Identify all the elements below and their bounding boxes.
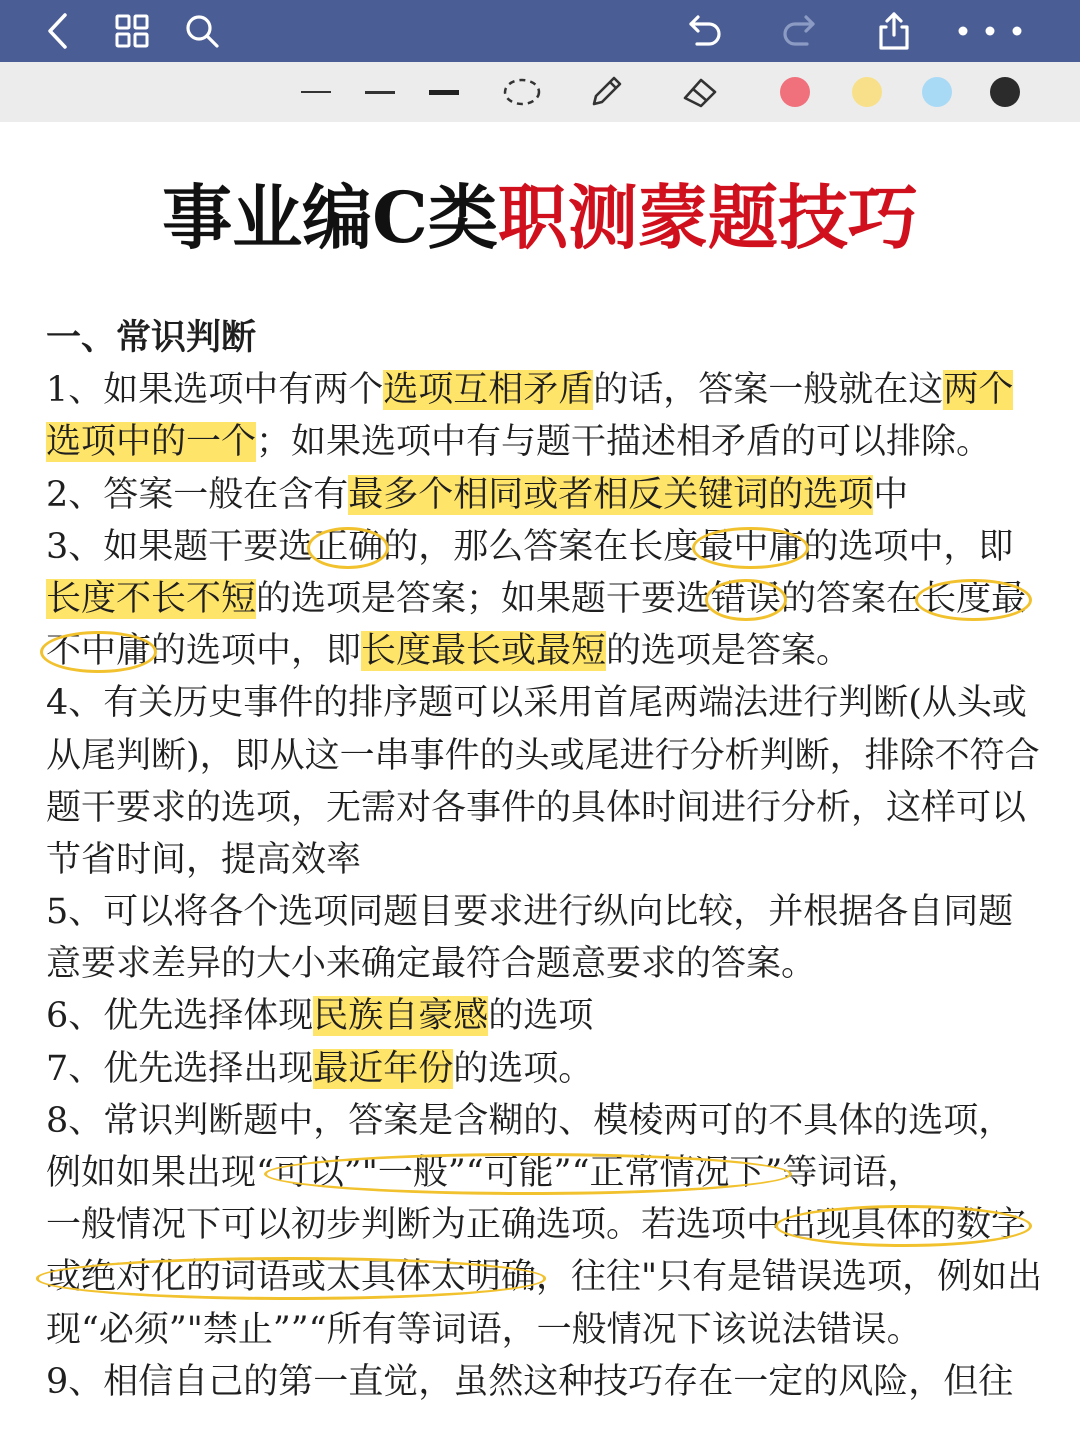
text-span: 的选项 [488, 996, 594, 1037]
text-span: 的答案在 [781, 578, 922, 619]
text-span: 7、优先选择出现 [46, 1048, 314, 1089]
circled-text: 错误 [711, 573, 781, 625]
document-body [46, 312, 1046, 1408]
top-navigation-bar [0, 0, 1080, 62]
text-line: 9、相信自己的第一直觉，虽然这种技巧存在一定的风险，但往 [46, 1361, 1014, 1402]
text-line: 题干要求的选项，无需对各事件的具体时间进行分析，这样可以 [46, 787, 1027, 828]
text-span: 的选项中，即 [151, 631, 362, 672]
thick-line-icon[interactable] [424, 62, 464, 122]
eraser-icon[interactable] [678, 62, 722, 122]
color-dot [780, 77, 810, 107]
color-black-swatch[interactable] [988, 62, 1022, 122]
circled-text: 出现具体的数字 [781, 1199, 1026, 1251]
medium-line-icon[interactable] [360, 62, 400, 122]
text-line [46, 364, 1046, 416]
text-span: 3、如果题干要选 [46, 526, 314, 567]
back-icon[interactable] [38, 0, 78, 62]
text-span: 2、答案一般在含有 [46, 474, 349, 515]
text-line [46, 469, 1046, 521]
text-line: 4、有关历史事件的排序题可以采用首尾两端法进行判断(从头或 [46, 683, 1027, 724]
text-span: 的话，答案一般就在这 [593, 370, 944, 411]
text-line: 从尾判断)，即从这一串事件的头或尾进行分析判断，排除不符合 [46, 735, 1040, 776]
share-icon[interactable] [872, 0, 916, 62]
more-icon[interactable] [950, 0, 1030, 62]
highlight: 长度不长不短 [46, 578, 257, 619]
undo-icon[interactable] [684, 0, 728, 62]
text-span: ，往往"只有是错误选项，例如出 [536, 1257, 1043, 1298]
color-blue-swatch[interactable] [920, 62, 954, 122]
text-line: 节省时间，提高效率 [46, 839, 362, 880]
title-red-part: 职测蒙题技巧 [497, 176, 918, 259]
text-span: 例如如果出现“ [46, 1153, 274, 1193]
section-heading: 一、常识判断 [46, 317, 257, 358]
text-line [46, 1251, 1046, 1303]
pencil-icon[interactable] [584, 62, 628, 122]
text-line [46, 1147, 1046, 1199]
color-yellow-swatch[interactable] [850, 62, 884, 122]
text-line [46, 1199, 1046, 1251]
highlight: 最近年份 [313, 1048, 454, 1089]
text-line [46, 990, 1046, 1042]
text-line [46, 573, 1046, 625]
circled-text: 不中庸 [46, 625, 151, 677]
redo-icon[interactable] [776, 0, 820, 62]
color-dot [852, 77, 882, 107]
text-span: 的选项是答案；如果题干要选 [256, 578, 712, 619]
thin-line-icon[interactable] [296, 62, 336, 122]
search-icon[interactable] [180, 0, 224, 62]
text-span: 的，那么答案在长度 [383, 526, 699, 567]
annotation-toolbar [0, 62, 1080, 122]
page-title [0, 178, 1080, 258]
highlight: 选项互相矛盾 [383, 370, 594, 411]
color-dot [922, 77, 952, 107]
lasso-icon[interactable] [500, 62, 544, 122]
text-span: 6、优先选择体现 [46, 996, 314, 1037]
text-line: 5、可以将各个选项同题目要求进行纵向比较，并根据各自同题 [46, 892, 1014, 933]
text-span: 的选项是答案。 [606, 631, 852, 672]
text-line [46, 416, 1046, 468]
text-line: 现“必须”"禁止””“所有等词语，一般情况下该说法错误。 [46, 1309, 922, 1350]
circled-text: 长度最 [921, 573, 1026, 625]
highlight: 选项中的一个 [46, 422, 257, 463]
text-span: 的选项中，即 [803, 526, 1014, 567]
grid-icon[interactable] [110, 0, 154, 62]
circled-text: 或绝对化的词语或太具体太明确 [46, 1251, 536, 1303]
text-span: 等词语， [782, 1153, 923, 1193]
highlight: 民族自豪感 [313, 996, 489, 1037]
text-span: ；如果选项中有与题干描述相矛盾的可以排除。 [256, 422, 992, 463]
text-span: 一般情况下可以初步判断为正确选项。若选项中 [46, 1205, 782, 1246]
circled-text: 可以”"一般”“可能”“正常情况下” [274, 1147, 782, 1199]
text-span: 的选项。 [453, 1048, 594, 1089]
text-line: 意要求差异的大小来确定最符合题意要求的答案。 [46, 944, 817, 985]
text-span: 1、如果选项中有两个 [46, 370, 384, 411]
text-line [46, 1043, 1046, 1095]
text-line [46, 625, 1046, 677]
text-span: 中 [873, 474, 909, 515]
text-line [46, 521, 1046, 573]
highlight: 最多个相同或者相反关键词的选项 [348, 474, 874, 515]
text-line: 8、常识判断题中，答案是含糊的、模棱两可的不具体的选项， [46, 1100, 1014, 1141]
highlight: 长度最长或最短 [361, 631, 607, 672]
circled-text: 最中庸 [698, 521, 803, 573]
color-red-swatch[interactable] [778, 62, 812, 122]
color-dot [990, 77, 1020, 107]
highlight: 两个 [943, 370, 1014, 411]
circled-text: 正确 [313, 521, 383, 573]
title-black-part: 事业编C类 [162, 176, 498, 259]
